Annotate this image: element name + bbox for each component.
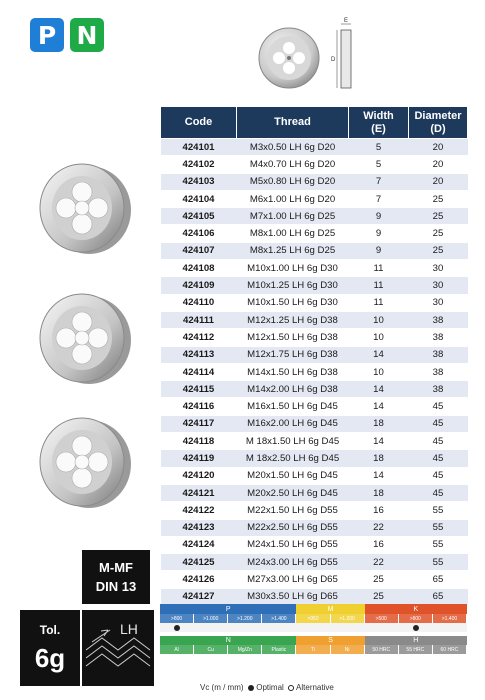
cell-thread: M 18x2.50 LH 6g D45: [237, 450, 349, 467]
material-sub: >800: [399, 614, 433, 623]
cell-code: 424105: [161, 208, 237, 225]
cell-diameter: 55: [409, 536, 468, 553]
cell-width: 25: [349, 588, 409, 605]
tolerance-value: 6g: [34, 642, 66, 673]
cell-thread: M12x1.25 LH 6g D38: [237, 311, 349, 328]
header-diameter-label: Diameter: [414, 109, 462, 122]
material-sub: Plastic: [262, 645, 296, 654]
cell-thread: M7x1.00 LH 6g D25: [237, 208, 349, 225]
cell-width: 11: [349, 277, 409, 294]
cell-diameter: 55: [409, 554, 468, 571]
cell-code: 424125: [161, 554, 237, 571]
cell-width: 18: [349, 450, 409, 467]
cell-code: 424108: [161, 260, 237, 277]
cell-thread: M22x2.50 LH 6g D55: [237, 519, 349, 536]
cell-width: 14: [349, 433, 409, 450]
cell-code: 424116: [161, 398, 237, 415]
cell-width: 5: [349, 156, 409, 173]
cell-width: 9: [349, 225, 409, 242]
cell-code: 424107: [161, 242, 237, 259]
header-thread: Thread: [237, 107, 349, 139]
cell-width: 11: [349, 260, 409, 277]
cell-diameter: 38: [409, 363, 468, 380]
table-row: [161, 484, 468, 501]
material-legend: [200, 683, 334, 692]
table-row: [161, 433, 468, 450]
header-diameter: [409, 107, 468, 139]
material-badge-p: P: [30, 18, 64, 52]
cell-width: 16: [349, 502, 409, 519]
material-rating-cell: [228, 623, 262, 632]
cell-diameter: 55: [409, 502, 468, 519]
cell-thread: M30x3.50 LH 6g D65: [237, 588, 349, 605]
table-row: [161, 242, 468, 259]
table-row: [161, 571, 468, 588]
material-rating-cell: [296, 623, 330, 632]
cell-code: 424110: [161, 294, 237, 311]
table-header-row: [161, 107, 468, 139]
cell-thread: M14x1.50 LH 6g D38: [237, 363, 349, 380]
cell-width: 7: [349, 173, 409, 190]
cell-thread: M8x1.25 LH 6g D25: [237, 242, 349, 259]
material-rating-cell: [194, 623, 228, 632]
cell-thread: M16x1.50 LH 6g D45: [237, 398, 349, 415]
cell-thread: M12x1.50 LH 6g D38: [237, 329, 349, 346]
cell-width: 14: [349, 398, 409, 415]
cell-code: 424115: [161, 381, 237, 398]
label-e: E: [344, 18, 349, 24]
cell-code: 424126: [161, 571, 237, 588]
material-rating-cell: [331, 623, 365, 632]
cell-thread: M16x2.00 LH 6g D45: [237, 415, 349, 432]
cell-diameter: 45: [409, 433, 468, 450]
cell-thread: M8x1.00 LH 6g D25: [237, 225, 349, 242]
material-sub: >500: [365, 614, 399, 623]
legend-alternative: Alternative: [296, 683, 334, 692]
table-row: [161, 415, 468, 432]
material-rating-cell: [433, 623, 467, 632]
cell-diameter: 45: [409, 450, 468, 467]
table-row: [161, 398, 468, 415]
cell-thread: M27x3.00 LH 6g D65: [237, 571, 349, 588]
table-row: [161, 450, 468, 467]
header-width-label: Width: [363, 109, 394, 122]
product-table: [160, 106, 468, 606]
cell-code: 424117: [161, 415, 237, 432]
cell-width: 7: [349, 190, 409, 207]
cell-thread: M10x1.50 LH 6g D30: [237, 294, 349, 311]
cell-code: 424113: [161, 346, 237, 363]
material-group-s: S: [296, 636, 364, 645]
material-group-k: K: [365, 604, 467, 614]
tolerance-box: [20, 610, 80, 686]
cell-thread: M5x0.80 LH 6g D20: [237, 173, 349, 190]
table-row: [161, 260, 468, 277]
cell-width: 18: [349, 415, 409, 432]
material-application-grid: [160, 604, 467, 654]
cell-code: 424112: [161, 329, 237, 346]
cell-thread: M22x1.50 LH 6g D55: [237, 502, 349, 519]
cell-width: 25: [349, 571, 409, 588]
cell-code: 424106: [161, 225, 237, 242]
material-sub: Ni: [331, 645, 365, 654]
die-photo-3: [34, 412, 134, 512]
cell-thread: M14x2.00 LH 6g D38: [237, 381, 349, 398]
table-row: [161, 536, 468, 553]
cell-code: 424104: [161, 190, 237, 207]
table-row: [161, 467, 468, 484]
material-sub: >1.000: [194, 614, 228, 623]
cell-thread: M10x1.00 LH 6g D30: [237, 260, 349, 277]
material-rating-cell: [365, 623, 399, 632]
cell-diameter: 25: [409, 225, 468, 242]
table-row: [161, 502, 468, 519]
cell-diameter: 25: [409, 190, 468, 207]
cell-thread: M4x0.70 LH 6g D20: [237, 156, 349, 173]
table-row: [161, 173, 468, 190]
table-row: [161, 225, 468, 242]
cell-thread: M24x3.00 LH 6g D55: [237, 554, 349, 571]
cell-thread: M20x1.50 LH 6g D45: [237, 467, 349, 484]
header-width-unit: (E): [371, 122, 386, 135]
cell-width: 14: [349, 346, 409, 363]
cell-diameter: 45: [409, 484, 468, 501]
cell-width: 14: [349, 381, 409, 398]
table-row: [161, 346, 468, 363]
table-row: [161, 588, 468, 605]
material-sub: >1.400: [433, 614, 467, 623]
cell-thread: M24x1.50 LH 6g D55: [237, 536, 349, 553]
table-row: [161, 381, 468, 398]
cell-width: 14: [349, 467, 409, 484]
cell-diameter: 38: [409, 311, 468, 328]
cell-width: 9: [349, 242, 409, 259]
cell-code: 424120: [161, 467, 237, 484]
material-sub: >1.200: [228, 614, 262, 623]
cell-diameter: 30: [409, 294, 468, 311]
cell-thread: M10x1.25 LH 6g D30: [237, 277, 349, 294]
material-sub: Cu: [194, 645, 228, 654]
cell-diameter: 65: [409, 571, 468, 588]
left-hand-thread-icon: [82, 610, 154, 686]
optimal-dot-icon: [413, 625, 419, 631]
cell-code: 424127: [161, 588, 237, 605]
cell-diameter: 55: [409, 519, 468, 536]
cell-diameter: 30: [409, 260, 468, 277]
material-sub: Mg/Zn: [228, 645, 262, 654]
legend-vc: Vc (m / mm): [200, 683, 244, 692]
cell-code: 424109: [161, 277, 237, 294]
cell-code: 424118: [161, 433, 237, 450]
label-d: D: [331, 57, 336, 63]
cell-thread: M12x1.75 LH 6g D38: [237, 346, 349, 363]
table-row: [161, 190, 468, 207]
material-sub: >1.200: [331, 614, 365, 623]
material-group-m: M: [296, 604, 364, 614]
cell-code: 424121: [161, 484, 237, 501]
cell-diameter: 38: [409, 346, 468, 363]
cell-width: 18: [349, 484, 409, 501]
cell-width: 10: [349, 363, 409, 380]
cell-diameter: 20: [409, 139, 468, 156]
cell-diameter: 25: [409, 242, 468, 259]
material-sub: >800: [160, 614, 194, 623]
cell-diameter: 45: [409, 398, 468, 415]
cell-width: 16: [349, 536, 409, 553]
cell-width: 22: [349, 554, 409, 571]
cell-diameter: 65: [409, 588, 468, 605]
material-group-h: H: [365, 636, 467, 645]
cell-width: 5: [349, 139, 409, 156]
material-sub: >1.400: [262, 614, 296, 623]
material-group-n: N: [160, 636, 296, 645]
standard-din: DIN 13: [95, 579, 137, 594]
material-sub: >950: [296, 614, 330, 623]
material-rating-cell: [262, 623, 296, 632]
material-sub: Al: [160, 645, 194, 654]
material-group-p: P: [160, 604, 296, 614]
cell-code: 424114: [161, 363, 237, 380]
material-sub: Ti: [296, 645, 330, 654]
die-dimension-diagram: [255, 14, 365, 98]
table-row: [161, 519, 468, 536]
cell-diameter: 25: [409, 208, 468, 225]
table-row: [161, 156, 468, 173]
standard-type: M-MF: [99, 560, 133, 575]
table-row: [161, 363, 468, 380]
cell-diameter: 38: [409, 381, 468, 398]
optimal-dot-icon: [174, 625, 180, 631]
cell-thread: M3x0.50 LH 6g D20: [237, 139, 349, 156]
table-row: [161, 329, 468, 346]
material-sub: 60 HRC: [433, 645, 467, 654]
material-rating-cell: [160, 623, 194, 632]
cell-code: 424102: [161, 156, 237, 173]
material-badge-n: N: [70, 18, 104, 52]
cell-diameter: 30: [409, 277, 468, 294]
alternative-ring-icon: [288, 685, 294, 691]
material-rating-cell: [399, 623, 433, 632]
cell-width: 9: [349, 208, 409, 225]
cell-code: 424123: [161, 519, 237, 536]
tolerance-label: Tol.: [39, 622, 61, 637]
table-row: [161, 554, 468, 571]
table-row: [161, 139, 468, 156]
cell-diameter: 45: [409, 467, 468, 484]
table-row: [161, 311, 468, 328]
header-width: [349, 107, 409, 139]
cell-code: 424119: [161, 450, 237, 467]
material-sub: 50 HRC: [365, 645, 399, 654]
cell-width: 22: [349, 519, 409, 536]
cell-code: 424103: [161, 173, 237, 190]
table-row: [161, 294, 468, 311]
cell-code: 424122: [161, 502, 237, 519]
cell-diameter: 38: [409, 329, 468, 346]
cell-diameter: 20: [409, 173, 468, 190]
cell-diameter: 45: [409, 415, 468, 432]
cell-diameter: 20: [409, 156, 468, 173]
legend-optimal: Optimal: [256, 683, 284, 692]
cell-thread: M 18x1.50 LH 6g D45: [237, 433, 349, 450]
cell-thread: M6x1.00 LH 6g D20: [237, 190, 349, 207]
cell-code: 424101: [161, 139, 237, 156]
table-row: [161, 277, 468, 294]
header-diameter-unit: (D): [430, 122, 446, 135]
material-sub: 55 HRC: [399, 645, 433, 654]
cell-thread: M20x2.50 LH 6g D45: [237, 484, 349, 501]
table-row: [161, 208, 468, 225]
header-code: Code: [161, 107, 237, 139]
cell-width: 11: [349, 294, 409, 311]
die-photo-2: [34, 288, 134, 388]
thread-standard-box: [82, 550, 150, 604]
cell-code: 424124: [161, 536, 237, 553]
die-photo-1: [34, 158, 134, 258]
hand-label: LH: [120, 621, 138, 637]
cell-width: 10: [349, 311, 409, 328]
cell-width: 10: [349, 329, 409, 346]
cell-code: 424111: [161, 311, 237, 328]
optimal-dot-icon: [248, 685, 254, 691]
